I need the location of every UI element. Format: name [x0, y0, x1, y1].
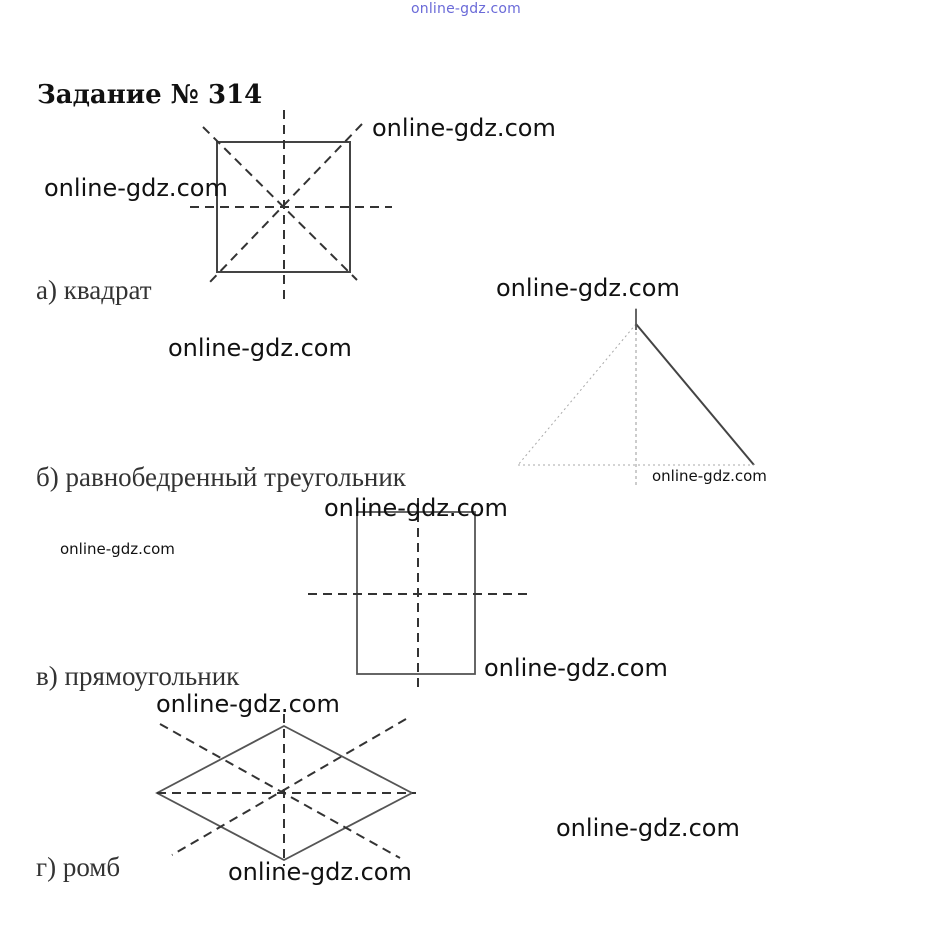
watermark: online-gdz.com: [156, 690, 340, 718]
watermark: online-gdz.com: [484, 654, 668, 682]
label-rectangle: в) прямоугольник: [36, 661, 240, 691]
watermark: online-gdz.com: [372, 114, 556, 142]
triangle-side-right: [636, 324, 754, 465]
label-rhombus: г) ромб: [36, 852, 121, 882]
triangle-side-left: [518, 324, 636, 465]
watermark: online-gdz.com: [44, 174, 228, 202]
watermark: online-gdz.com: [168, 334, 352, 362]
square-figure: [190, 110, 392, 300]
square-axis-diagonal-2: [209, 124, 362, 283]
site-header-link[interactable]: online-gdz.com: [410, 1, 522, 17]
watermark: online-gdz.com: [324, 494, 508, 522]
watermark: online-gdz.com: [496, 274, 680, 302]
label-square: а) квадрат: [36, 275, 152, 305]
watermark: online-gdz.com: [60, 540, 175, 558]
watermark: online-gdz.com: [228, 858, 412, 886]
square-axis-diagonal-1: [203, 127, 357, 280]
rhombus-extra-line-2: [172, 719, 406, 855]
watermark: online-gdz.com: [556, 814, 740, 842]
rhombus-figure: [157, 714, 416, 866]
task-title: Задание № 314: [37, 80, 263, 110]
watermark: online-gdz.com: [652, 467, 767, 485]
isosceles-triangle-figure: [518, 308, 754, 488]
label-isosceles-triangle: б) равнобедренный треугольник: [36, 462, 406, 492]
